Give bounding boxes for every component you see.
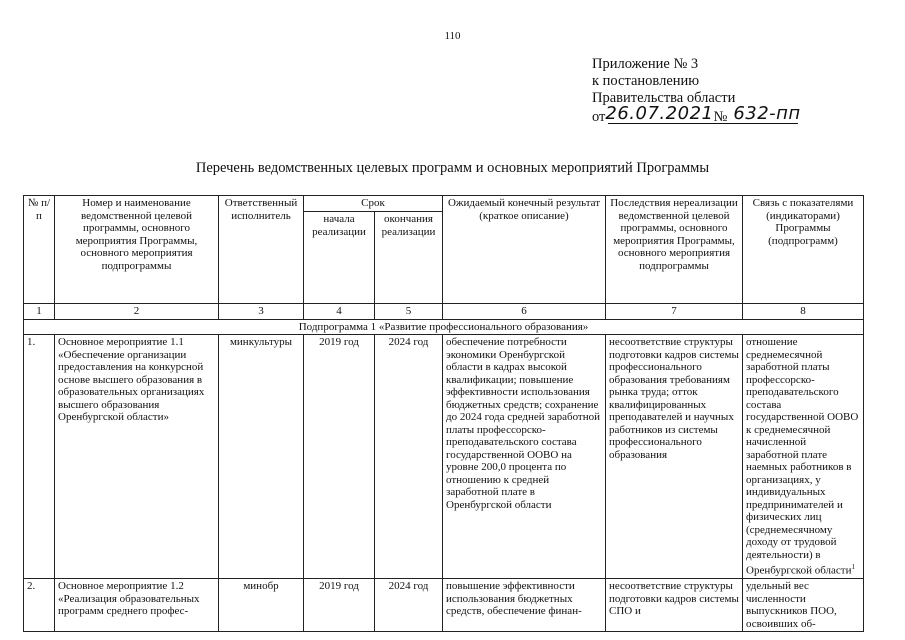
header-term: Срок — [304, 196, 443, 212]
row-link-text: отношение среднемесячной заработной платы профессорско-преподавательского состава государственной ООВО к среднемесячной начисленной заработной плате наемных работников в организациях, у индивидуальных предпринимателей и физических лиц (среднемесячному доходу от трудовой деятельности) в Оренбургской области — [746, 336, 859, 577]
appendix-date-line — [592, 103, 801, 126]
signature-underline — [608, 123, 798, 124]
row-name: Основное мероприятие 1.2 «Реализация образовательных программ среднего профес- — [55, 579, 219, 632]
row-result: обеспечение потребности экономики Оренбургской области в кадрах высокой квалификации; повышение эффективности использования бюджетных средств; сохранение до 2024 года средней заработной платы профессорско-преподавательского состава государственной ООВО на уровне 200,0 процента по отношению к средней заработной плате в Оренбургской области — [443, 335, 606, 579]
subprogram-heading: Подпрограмма 1 «Развитие профессионального образования» — [24, 319, 864, 335]
header-end: окончания реализации — [375, 212, 443, 304]
row-name: Основное мероприятие 1.1 «Обеспечение организации предоставления на конкурсной основе высшего образования в образовательных организациях высшего образования Оренбургской области» — [55, 335, 219, 579]
header-start: начала реализации — [304, 212, 375, 304]
row-start: 2019 год — [304, 335, 375, 579]
col-number-5: 5 — [375, 304, 443, 320]
row-end: 2024 год — [375, 335, 443, 579]
row-result: повышение эффективности использования бюджетных средств, обеспечение финан- — [443, 579, 606, 632]
row-end: 2024 год — [375, 579, 443, 632]
from-label: от — [592, 109, 606, 125]
programs-table — [23, 195, 864, 632]
header-link: Связь с показателями (индикаторами) Программы (подпрограмм) — [743, 196, 864, 304]
appendix-line-1: Приложение № 3 — [592, 56, 699, 72]
number-label: № — [713, 109, 728, 125]
handwritten-date: 26.07.2021 — [605, 103, 714, 124]
header-num: № п/п — [24, 196, 55, 304]
row-consequences: несоответствие структуры подготовки кадров системы СПО и — [606, 579, 743, 632]
row-start: 2019 год — [304, 579, 375, 632]
row-link — [743, 335, 864, 579]
handwritten-number: 632-пп — [733, 103, 801, 124]
appendix-line-3: Правительства области — [592, 90, 736, 106]
page-number: 110 — [444, 30, 461, 42]
col-number-7: 7 — [606, 304, 743, 320]
appendix-block — [592, 56, 801, 126]
row-consequences: несоответствие структуры подготовки кадров системы профессионального образования требованиям рынка труда; отток квалифицированных преподавателей и научных работников из системы профессионального образования — [606, 335, 743, 579]
document-title: Перечень ведомственных целевых программ и основных мероприятий Программы — [195, 160, 710, 176]
row-responsible: минкультуры — [219, 335, 304, 579]
col-number-4: 4 — [304, 304, 375, 320]
col-number-8: 8 — [743, 304, 864, 320]
table-row — [24, 335, 864, 579]
col-number-2: 2 — [55, 304, 219, 320]
row-responsible: минобр — [219, 579, 304, 632]
row-num: 2. — [24, 579, 55, 632]
row-link: удельный вес численности выпускников ПОО, освоивших об- — [743, 579, 864, 632]
header-result: Ожидаемый конечный результат (краткое описание) — [443, 196, 606, 304]
row-num: 1. — [24, 335, 55, 579]
header-consequences: Последствия нереализации ведомственной целевой программы, основного мероприятия Программы, основного мероприятия подпрограммы — [606, 196, 743, 304]
appendix-line-2: к постановлению — [592, 73, 700, 89]
col-number-1: 1 — [24, 304, 55, 320]
table-row — [24, 579, 864, 632]
footnote-marker: 1 — [851, 563, 855, 571]
header-name: Номер и наименование ведомственной целевой программы, основного мероприятия Программы, основного мероприятия подпрограммы — [55, 196, 219, 304]
header-responsible: Ответственный исполнитель — [219, 196, 304, 304]
col-number-3: 3 — [219, 304, 304, 320]
col-number-6: 6 — [443, 304, 606, 320]
